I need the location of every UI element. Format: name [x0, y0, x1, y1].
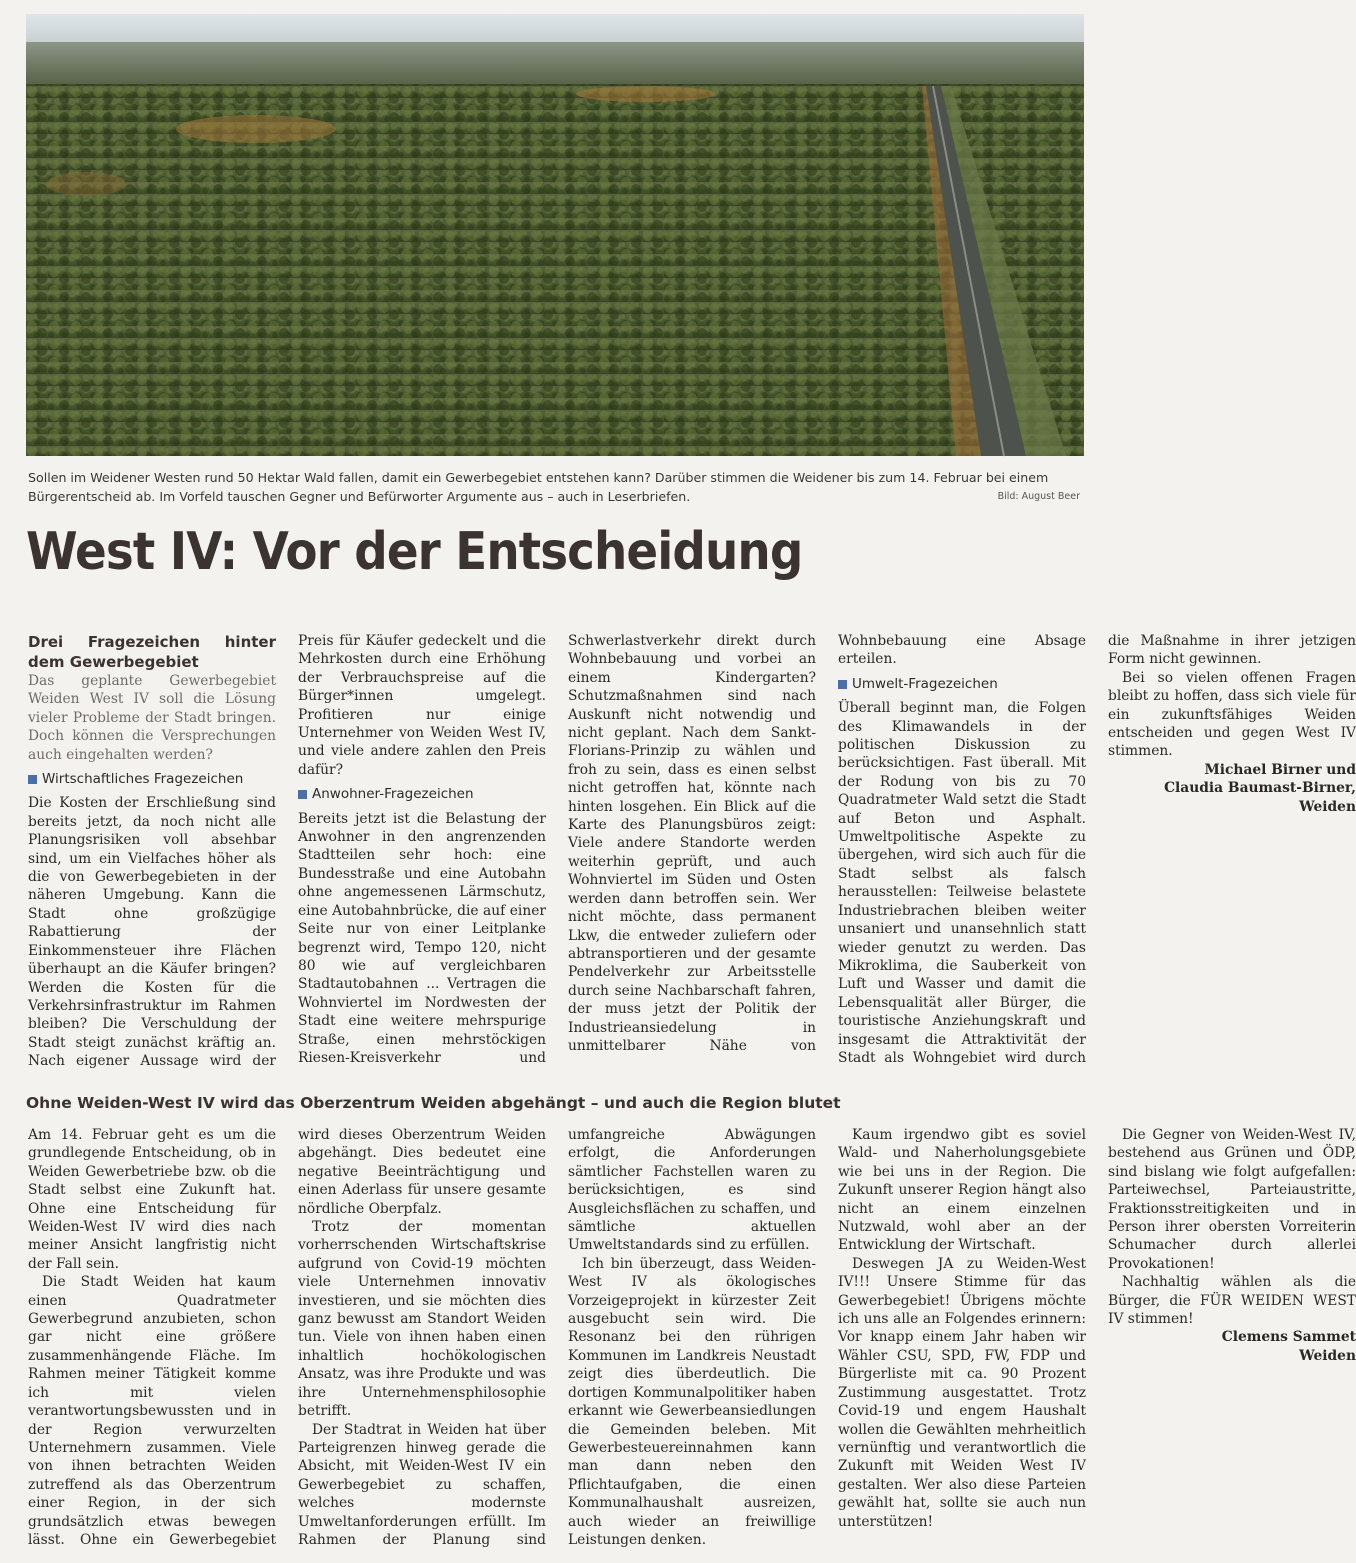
caption-line-1: Sollen im Weidener Westen rund 50 Hektar Wald fallen, damit ein Gewerbegebiet entstehen kann? Darüber stimmen die Weidener bis zum 14. Februar bei einem	[28, 470, 1049, 485]
signature-line: Michael Birner und	[1204, 761, 1356, 778]
square-bullet-icon	[838, 680, 847, 689]
section-title: Wirtschaftliches Fragezeichen	[42, 771, 244, 788]
photo-caption	[28, 468, 1084, 506]
caption-line-2: Bürgerentscheid ab. Im Vorfeld tauschen Gegner und Befürworter Argumente aus – auch in Leserbriefen.	[28, 489, 691, 504]
section-title: Umwelt-Fragezeichen	[852, 675, 998, 692]
paragraph: Überall beginnt man, die Folgen des Klimawandels in der politischen Diskussion zu berücksichtigen. Fast überall. Mit der Rodung von bis zu 70 Quadratmeter Wald setzt die Stadt auf Beton und Asphalt. Umweltpolitische Aspekte zu übergehen, wird sich auch für die Stadt selbst als falsch herausstellen: Teilweise belastete Industriebrachen bleiben weiter unsaniert und unansehnlich statt wieder genutzt zu werden. Das Mikroklima, die Sauberkeit von Luft und Wasser und damit die Lebensqualität aller Bürger, die touristische Anziehungskraft und insgesamt die Attraktivität der Stadt als Wohngebiet wird durch die Maßnahme in ihrer jetzigen Form nicht gewinnen.	[838, 633, 1356, 1066]
paragraph: Deswegen JA zu Weiden-West IV!!! Unsere Stimme für das Gewerbegebiet! Übrigens möchte ich uns alle an Folgendes erinnern: Vor knapp einem Jahr haben wir Wähler CSU, SPD, FW, FDP und Bürgerliste mit ca. 90 Prozent Zustimmung ausgestattet. Trotz Covid-19 und engem Haushalt wollen die Gewählten mehrheitlich vernünftig und verantwortlich die Zukunft mit Weiden West IV gestalten. Wer also diese Parteien gewählt hat, sollte sie auch nun unterstützen!	[838, 1255, 1086, 1530]
letter-1-lead: Das geplante Gewerbegebiet Weiden West IV soll die Lösung vieler Probleme der Stadt bringen. Doch können die Versprechungen auch eingehalten werden?	[28, 673, 276, 763]
letter-1	[28, 632, 1356, 1072]
paragraph: Die Gegner von Weiden-West IV, bestehend aus Grünen und ÖDP, sind bislang wie folgt aufgefallen: Parteiwechsel, Parteiaustritte, Fraktionsstreitigkeiten und in Person ihrer obersten Vorreiterin Schumacher durch allerlei Provokationen!	[1108, 1127, 1356, 1272]
paragraph: Trotz der momentan vorherrschenden Wirtschaftskrise aufgrund von Covid-19 möchten viele Unternehmen innovativ investieren, und sie möchten dies ganz bewusst am Standort Weiden tun. Viele von ihnen haben einen inhaltlich hochökologischen Ansatz, was ihre Produkte und was ihre Unternehmensphilosophie betrifft.	[298, 1219, 546, 1420]
paragraph: Die Kosten der Erschließung sind bereits jetzt, da noch nicht alle Planungsrisiken voll absehbar sind, um ein Vielfaches höher als die von Gewerbegebieten in der näheren Umgebung. Kann die Stadt ohne großzügige Rabattierung der Einkommensteuer ihre Flächen überhaupt an die Käufer bringen? Werden die Kosten für die Verkehrsinfrastruktur im Rahmen bleiben? Die Verschuldung der Stadt steigt zunächst kräftig an. Nach eigener Aussage wird der Preis für Käufer gedeckelt und die Mehrkosten durch eine Erhöhung der Verbrauchspreise auf die Bürger*innen umgelegt. Profitieren nur einige Unternehmer von Weiden West IV, und viele andere zahlen den Preis dafür?	[28, 633, 546, 1070]
signature-line: Weiden	[1299, 1347, 1356, 1364]
signature-line: Clemens Sammet	[1221, 1329, 1356, 1346]
photo-credit: Bild: August Beer	[997, 491, 1080, 502]
section-heading-economic	[28, 770, 276, 788]
letter-2-body	[28, 1126, 1356, 1556]
letter-1-body	[28, 632, 1356, 1072]
paragraph: Bei so vielen offenen Fragen bleibt zu hoffen, dass sich viele für ein zukunftsfähiges Weiden entscheiden und gegen West IV stimmen.	[1108, 669, 1356, 760]
paragraph: Am 14. Februar geht es um die grundlegende Entscheidung, ob in Weiden Gewerbetriebe bzw. ob die Stadt selbst eine Zukunft hat. Ohne eine Entscheidung für Weiden-West IV wird dies nach meiner Ansicht langfristig nicht der Fall sein.	[28, 1127, 276, 1272]
section-heading-environment	[838, 675, 1086, 693]
square-bullet-icon	[28, 775, 37, 784]
paragraph: Die Stadt Weiden hat kaum einen Quadratmeter Gewerbegrund anzubieten, schon gar nicht eine größere zusammenhängende Fläche. Im Rahmen meiner Tätigkeit komme ich mit vielen verantwortungsbewussten und in der Region verwurzelten Unternehmern zusammen. Viele von ihnen betrachten Weiden zutreffend als das Oberzentrum einer Region, in der sich grundsätzlich etwas bewegen lässt. Ohne ein Gewerbegebiet wird dieses Oberzentrum Weiden abgehängt. Dies bedeutet eine negative Beeinträchtigung und einen Aderlass für unsere gesamte nördliche Oberpfalz.	[28, 1127, 546, 1548]
square-bullet-icon	[298, 790, 307, 799]
letter-2-headline: Ohne Weiden-West IV wird das Oberzentrum Weiden abgehängt – und auch die Region blutet	[26, 1094, 841, 1112]
paragraph: Kaum irgendwo gibt es soviel Wald- und Naherholungsgebiete wie bei uns in der Region. Die Zukunft unserer Region hängt also nicht an einem einzelnen Nutzwald, wohl aber an der Entwicklung der Wirtschaft.	[838, 1127, 1086, 1254]
letter-1-subheadline: Drei Fragezeichen hinter dem Gewerbegebiet	[28, 633, 276, 671]
paragraph: Bereits jetzt ist die Belastung der Anwohner in den angrenzenden Stadtteilen sehr hoch: eine Bundesstraße und eine Autobahn ohne angemessenen Lärmschutz, eine Autobahnbrücke, die auf einer Seite nur von einer Leitplanke begrenzt wird, Tempo 120, nicht 80 wie auf vergleichbaren Stadtautobahnen ... Vertragen die Wohnviertel im Nordwesten der Stadt eine weitere mehrspurige Straße, einen mehrstöckigen Riesen-Kreisverkehr und Schwerlastverkehr direkt durch Wohnbebauung und vorbei an einem Kindergarten? Schutzmaßnahmen sind nach Auskunft nicht notwendig und nicht geplant. Nach dem Sankt-Florians-Prinzip zu wählen und froh zu sein, dass es einen selbst nicht getroffen hat, könnte nach hinten losgehen. Ein Blick auf die Karte des Planungsbüros zeigt: Viele andere Standorte werden weiterhin geprüft, und auch Wohnviertel im Süden und Osten werden dann betroffen sein. Wer nicht möchte, dass permanent Lkw, die entweder zuliefern oder abtransportieren und der gesamte Pendelverkehr zur Arbeitsstelle durch seine Nachbarschaft fahren, der muss jetzt der Politik der Industrieansiedelung in unmittelbarer Nähe von Wohnbebauung eine Absage erteilen.	[298, 633, 1086, 1066]
section-heading-residents	[298, 785, 546, 803]
page-headline: West IV: Vor der Entscheidung	[26, 522, 803, 582]
paragraph: Nachhaltig wählen als die Bürger, die FÜR WEIDEN WEST IV stimmen!	[1108, 1274, 1356, 1328]
paragraph: Der Stadtrat in Weiden hat über Parteigrenzen hinweg gerade die Absicht, mit Weiden-West IV ein Gewerbegebiet zu schaffen, welches modernste Umweltanforderungen erfüllt. Im Rahmen der Planung sind umfangreiche Abwägungen erfolgt, die Anforderungen sämtlicher Fachstellen waren zu berücksichtigen, es sind Ausgleichsflächen zu schaffen, und sämtliche aktuellen Umweltstandards sind zu erfüllen.	[298, 1127, 816, 1548]
section-title: Anwohner-Fragezeichen	[312, 786, 474, 803]
forest-aerial-photo	[26, 14, 1084, 456]
paragraph: Ich bin überzeugt, dass Weiden-West IV als ökologisches Vorzeigeprojekt in kürzester Zeit ausgebucht sein wird. Die Resonanz bei den rührigen Kommunen im Landkreis Neustadt zeigt dies überdeutlich. Die dortigen Kommunalpolitiker haben erkannt wie Gewerbeansiedlungen die Gemeinden beleben. Mit Gewerbesteuereinnahmen kann man dann neben den Pflichtaufgaben, die einen Kommunalhaushalt ausreizen, auch wieder an freiwillige Leistungen denken.	[568, 1255, 816, 1548]
signature-line: Claudia Baumast-Birner, Weiden	[1164, 780, 1356, 815]
letter-2	[28, 1126, 1356, 1556]
